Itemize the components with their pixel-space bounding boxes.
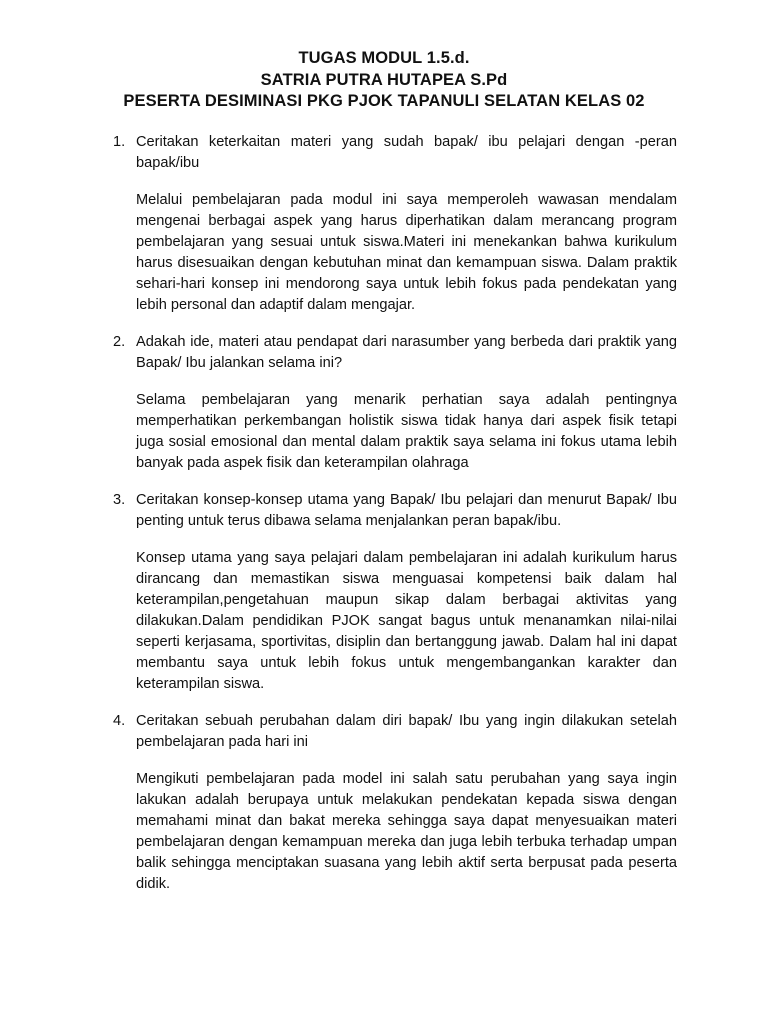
document-header (0, 48, 768, 113)
answer-paragraph: Selama pembelajaran yang menarik perhatian saya adalah pentingnya memperhatikan perkembangan holistik siswa tidak hanya dari aspek fisik tetapi juga sosial emosional dan mental dalam praktik saya selama ini fokus utama lebih banyak pada aspek fisik dan keterampilan olahraga (136, 392, 677, 471)
question-text: Adakah ide, materi atau pendapat dari narasumber yang berbeda dari praktik yang Bapak/ Ibu jalankan selama ini? (136, 334, 677, 371)
participant-info: PESERTA DESIMINASI PKG PJOK TAPANULI SELATAN KELAS 02 (123, 92, 645, 110)
question-number: 3. (113, 492, 126, 508)
author-name: SATRIA PUTRA HUTAPEA S.Pd (260, 70, 508, 89)
question-text: Ceritakan konsep-konsep utama yang Bapak/ Ibu pelajari dan menurut Bapak/ Ibu penting untuk terus dibawa selama menjalankan peran bapak/ibu. (136, 492, 677, 529)
question-text: Ceritakan sebuah perubahan dalam diri bapak/ Ibu yang ingin dilakukan setelah pembelajaran pada hari ini (136, 713, 677, 750)
answer-paragraph: Melalui pembelajaran pada modul ini saya memperoleh wawasan mendalam mengenai berbagai aspek yang harus diperhatikan dalam merancang program pembelajaran yang sesuai untuk siswa.Materi ini menekankan bahwa kurikulum harus disesuaikan dengan kebutuhan minat dan kemampuan siswa. Dalam praktik sehari-hari konsep ini mendorong saya untuk lebih fokus pada pendekatan yang lebih personal dan adaptif dalam mengajar. (136, 192, 677, 313)
question-text: Ceritakan keterkaitan materi yang sudah bapak/ ibu pelajari dengan -peran bapak/ibu (136, 134, 677, 171)
question-number: 2. (113, 334, 126, 350)
question-number: 1. (113, 134, 126, 150)
question-item-2 (113, 332, 677, 474)
question-item-4 (113, 711, 677, 895)
question-heading (113, 490, 677, 532)
answer-paragraph: Mengikuti pembelajaran pada model ini salah satu perubahan yang saya ingin lakukan adalah berupaya untuk melakukan pendekatan kepada siswa dengan memahami minat dan bakat mereka sehingga saya dapat menyesuaikan materi pembelajaran dengan kemampuan mereka dan juga lebih terbuka terhadap umpan balik sehingga menciptakan suasana yang lebih aktif serta berpusat pada peserta didik. (136, 771, 677, 892)
question-heading (113, 132, 677, 174)
question-heading (113, 711, 677, 753)
question-item-1 (113, 132, 677, 316)
question-item-3 (113, 490, 677, 695)
question-list (113, 132, 677, 895)
document-title: TUGAS MODUL 1.5.d. (298, 49, 470, 67)
question-heading (113, 332, 677, 374)
answer-paragraph: Konsep utama yang saya pelajari dalam pembelajaran ini adalah kurikulum harus dirancang dan memastikan siswa menguasai kompetensi baik dalam hal keterampilan,pengetahuan maupun sikap dalam berbagai aktivitas yang dilakukan.Dalam pendidikan PJOK sangat bagus untuk menanamkan nilai-nilai seperti kerjasama, sportivitas, disiplin dan bertanggung jawab. Dalam hal ini dapat membantu saya untuk lebih fokus untuk mengembangankan karakter dan keterampilan siswa. (136, 550, 677, 692)
question-number: 4. (113, 713, 126, 729)
